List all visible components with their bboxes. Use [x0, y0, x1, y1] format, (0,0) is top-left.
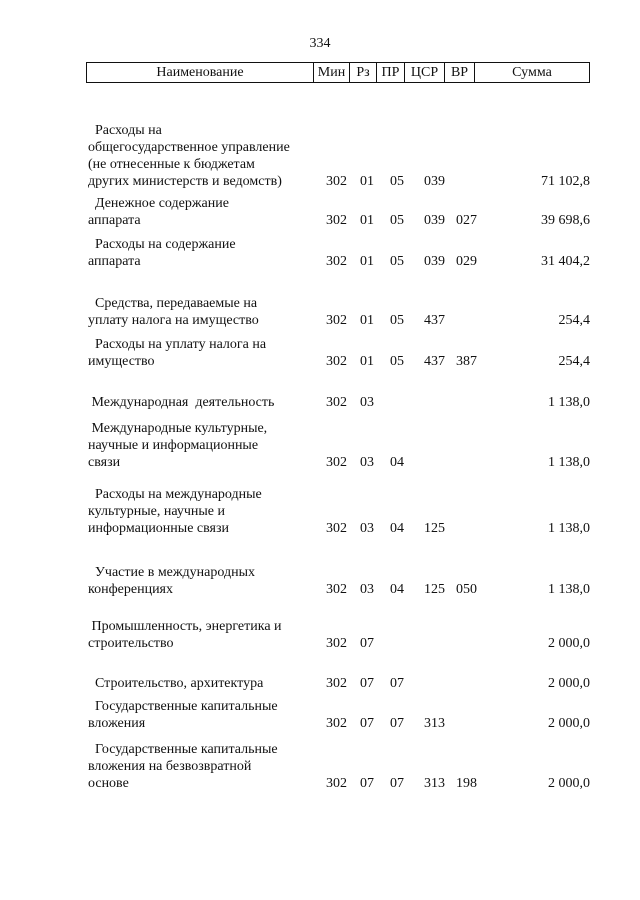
row-name-line: аппарата	[88, 213, 141, 228]
row-name	[88, 564, 318, 598]
row-name-line: культурные, научные и	[88, 504, 226, 519]
page-number: 334	[309, 36, 331, 51]
row-name-line: связи	[88, 455, 121, 470]
column-header-sum: Сумма	[512, 64, 552, 80]
row-min: 302	[326, 636, 347, 651]
row-name-line: (не отнесенные к бюджетам	[88, 157, 255, 172]
row-sum: 2 000,0	[548, 716, 590, 731]
row-rz: 07	[360, 676, 374, 691]
row-rz: 07	[360, 776, 374, 791]
row-min: 302	[326, 455, 347, 470]
row-sum: 39 698,6	[541, 213, 590, 228]
row-name-line: Строительство, архитектура	[88, 676, 264, 691]
row-name-line: Государственные капитальные	[88, 742, 278, 757]
row-min: 302	[326, 313, 347, 328]
row-sum: 71 102,8	[541, 174, 590, 189]
row-name	[88, 698, 318, 732]
row-csr: 437	[424, 354, 445, 369]
row-name	[88, 195, 318, 229]
row-csr: 125	[424, 582, 445, 597]
row-rz: 03	[360, 582, 374, 597]
row-pr: 04	[390, 455, 404, 470]
row-name	[88, 618, 318, 652]
row-vr: 198	[456, 776, 477, 791]
row-min: 302	[326, 213, 347, 228]
column-header-name: Наименование	[87, 63, 314, 82]
row-name	[88, 295, 318, 329]
row-sum: 1 138,0	[548, 395, 590, 410]
column-header-csr: ЦСР	[405, 63, 445, 82]
row-rz: 01	[360, 213, 374, 228]
column-header-rz: Рз	[350, 63, 377, 82]
row-rz: 07	[360, 716, 374, 731]
row-csr: 039	[424, 254, 445, 269]
row-name	[88, 741, 318, 792]
row-pr: 07	[390, 716, 404, 731]
row-name-line: Расходы на уплату налога на	[88, 337, 267, 352]
row-name-line: основе	[88, 776, 129, 791]
row-name-line: научные и информационные	[88, 438, 259, 453]
row-rz: 07	[360, 636, 374, 651]
row-vr: 387	[456, 354, 477, 369]
row-name-line: Государственные капитальные	[88, 699, 278, 714]
row-rz: 01	[360, 354, 374, 369]
row-sum: 254,4	[558, 313, 590, 328]
row-name	[88, 486, 318, 537]
row-rz: 03	[360, 395, 374, 410]
row-min: 302	[326, 582, 347, 597]
row-sum: 2 000,0	[548, 676, 590, 691]
column-header-pr: ПР	[377, 63, 405, 82]
row-vr: 027	[456, 213, 477, 228]
row-name-line: Расходы на	[88, 123, 162, 138]
row-csr: 313	[424, 716, 445, 731]
row-rz: 01	[360, 254, 374, 269]
row-min: 302	[326, 254, 347, 269]
row-csr: 039	[424, 174, 445, 189]
row-pr: 07	[390, 776, 404, 791]
row-csr: 313	[424, 776, 445, 791]
row-pr: 05	[390, 354, 404, 369]
row-rz: 03	[360, 455, 374, 470]
column-header-vr: ВР	[445, 63, 475, 82]
row-name	[88, 420, 318, 471]
column-header-min: Мин	[314, 63, 350, 82]
row-name-line: информационные связи	[88, 521, 230, 536]
row-name-line: уплату налога на имущество	[88, 313, 259, 328]
row-csr: 125	[424, 521, 445, 536]
row-min: 302	[326, 776, 347, 791]
row-name-line: Денежное содержание	[88, 196, 229, 211]
row-name-line: Промышленность, энергетика и	[88, 619, 282, 634]
row-pr: 05	[390, 174, 404, 189]
table-header	[86, 62, 590, 83]
row-csr: 039	[424, 213, 445, 228]
row-name	[88, 336, 318, 370]
row-rz: 03	[360, 521, 374, 536]
row-pr: 05	[390, 254, 404, 269]
row-sum: 1 138,0	[548, 455, 590, 470]
row-pr: 04	[390, 582, 404, 597]
row-name-line: Участие в международных	[88, 565, 256, 580]
row-name	[88, 394, 318, 411]
row-name-line: конференциях	[88, 582, 173, 597]
row-name-line: аппарата	[88, 254, 141, 269]
row-name-line: Международные культурные,	[88, 421, 268, 436]
row-sum: 1 138,0	[548, 582, 590, 597]
row-sum: 254,4	[558, 354, 590, 369]
row-name-line: вложения	[88, 716, 146, 731]
row-name-line: Международная деятельность	[88, 395, 275, 410]
row-name-line: общегосударственное управление	[88, 140, 290, 155]
row-rz: 01	[360, 313, 374, 328]
row-pr: 04	[390, 521, 404, 536]
row-name-line: имущество	[88, 354, 155, 369]
row-sum: 1 138,0	[548, 521, 590, 536]
row-name-line: вложения на безвозвратной	[88, 759, 252, 774]
row-name	[88, 675, 318, 692]
row-sum: 2 000,0	[548, 776, 590, 791]
row-name-line: строительство	[88, 636, 174, 651]
row-sum: 31 404,2	[541, 254, 590, 269]
row-name-line: Расходы на международные	[88, 487, 262, 502]
row-min: 302	[326, 676, 347, 691]
row-pr: 07	[390, 676, 404, 691]
row-min: 302	[326, 716, 347, 731]
row-min: 302	[326, 174, 347, 189]
row-csr: 437	[424, 313, 445, 328]
row-name-line: Средства, передаваемые на	[88, 296, 258, 311]
row-pr: 05	[390, 313, 404, 328]
row-vr: 050	[456, 582, 477, 597]
row-min: 302	[326, 521, 347, 536]
row-name-line: других министерств и ведомств)	[88, 174, 282, 189]
row-name	[88, 236, 318, 270]
row-name	[88, 122, 318, 190]
row-vr: 029	[456, 254, 477, 269]
row-name-line: Расходы на содержание	[88, 237, 236, 252]
row-pr: 05	[390, 213, 404, 228]
row-rz: 01	[360, 174, 374, 189]
row-min: 302	[326, 395, 347, 410]
row-min: 302	[326, 354, 347, 369]
row-sum: 2 000,0	[548, 636, 590, 651]
